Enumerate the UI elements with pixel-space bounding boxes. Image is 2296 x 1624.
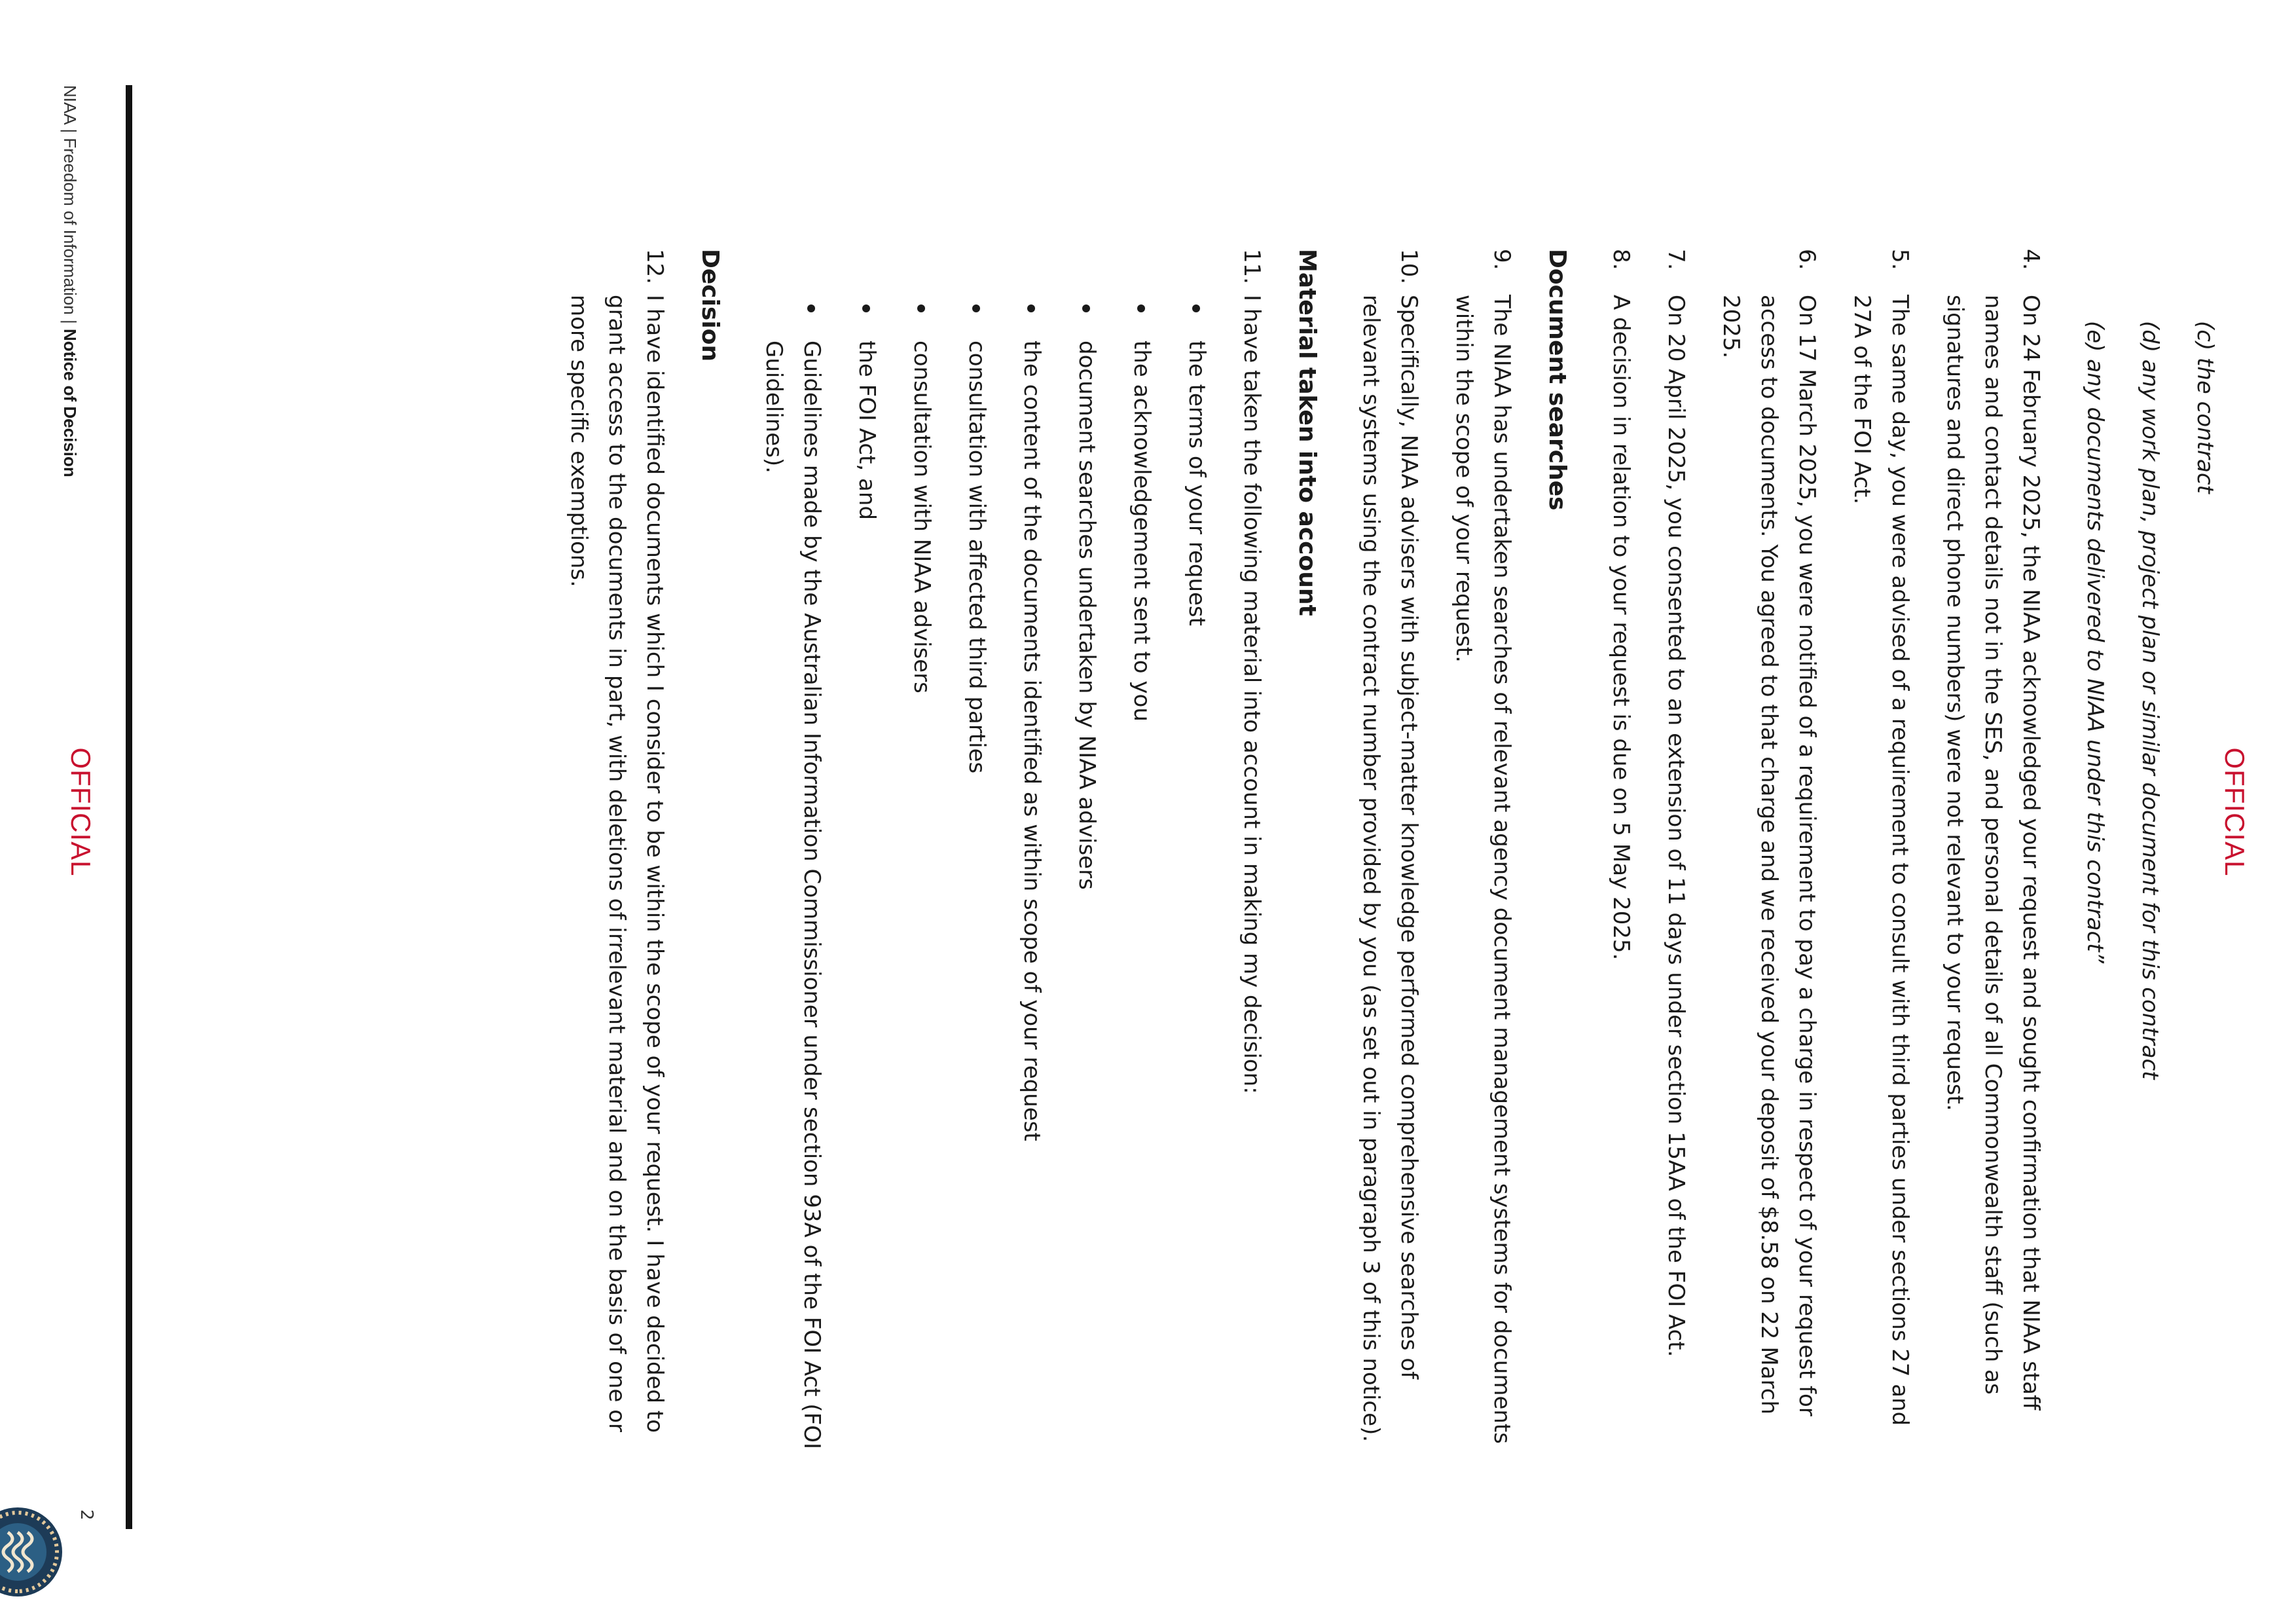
- paragraph-text: On 24 February 2025, the NIAA acknowledged your request and sought confirmation that NIAA staff names and contact details not in the SES, and personal details of all Commonwealth staff (such as signatures and direct phone numbers) were not relevant to your request.: [1942, 295, 2044, 1411]
- bullet-item: [848, 249, 886, 1460]
- bullet-item: [958, 249, 996, 1460]
- footer-divider: [126, 85, 132, 1529]
- document-body: [560, 249, 2224, 1460]
- paragraph-6: [1712, 249, 1826, 1460]
- sub-item-d: (d) any work plan, project plan or similar document for this contract: [2137, 321, 2163, 1080]
- paragraph-number: 6.: [1794, 249, 1820, 270]
- footer-doc-type: Notice of Decision: [60, 328, 80, 477]
- bullet-text: the acknowledgement sent to you: [1129, 341, 1155, 722]
- paragraph-text: I have taken the following material into account in making my decision:: [1239, 295, 1265, 1094]
- paragraph-10: [1352, 249, 1428, 1460]
- page-number: 2: [77, 1509, 96, 1521]
- footer-separator: |: [60, 319, 80, 324]
- paragraph-number: 9.: [1489, 249, 1515, 270]
- bullet-dot-icon: [1137, 304, 1145, 312]
- paragraph-number: 8.: [1608, 249, 1634, 270]
- paragraph-number: 5.: [1887, 249, 1913, 270]
- bullet-item: [755, 249, 831, 1460]
- paragraph-text: A decision in relation to your request is due on 5 May 2025.: [1608, 295, 1634, 961]
- footer-agency: NIAA: [60, 85, 80, 124]
- bullet-text: Guidelines made by the Australian Information Commissioner under section 93A of the FOI Act (FOI Guidelines).: [761, 341, 825, 1450]
- bullet-item: [1013, 249, 1051, 1460]
- aboriginal-art-seal-icon: [0, 1506, 64, 1598]
- paragraph-5: [1843, 249, 1919, 1460]
- sub-item-e: (e) any documents delivered to NIAA under this contract”: [2082, 321, 2108, 964]
- bullet-dot-icon: [1027, 304, 1035, 312]
- paragraph-text: The same day, you were advised of a requirement to consult with third parties under sections 27 and 27A of the FOI Act.: [1849, 295, 1913, 1426]
- bullet-text: consultation with affected third parties: [964, 341, 990, 774]
- paragraph-11: [1233, 249, 1271, 1460]
- paragraph-number: 10.: [1396, 249, 1422, 285]
- paragraph-text: Specifically, NIAA advisers with subject-matter knowledge performed comprehensive searches of relevant systems using the contract number provided by you (as set out in paragraph 3 of this notice).: [1358, 295, 1422, 1443]
- sub-item-c: (c) the contract: [2192, 321, 2218, 494]
- paragraph-12: [560, 249, 674, 1460]
- bullet-item: [1123, 249, 1161, 1460]
- paragraph-7: [1657, 249, 1695, 1460]
- bullet-dot-icon: [1192, 304, 1200, 312]
- paragraph-text: On 20 April 2025, you consented to an extension of 11 days under section 15AA of the FOI Act.: [1663, 295, 1689, 1357]
- heading-document-searches: Document searches: [1544, 249, 1571, 511]
- footer-section: Freedom of Information: [60, 138, 80, 315]
- paragraph-number: 12.: [642, 249, 668, 285]
- paragraph-text: On 17 March 2025, you were notified of a requirement to pay a charge in respect of your request for access to documents. You agreed to that charge and we received your deposit of $8.58 on 22 March 2025.: [1718, 295, 1820, 1416]
- bullet-text: consultation with NIAA advisers: [909, 341, 935, 693]
- footer-separator: |: [60, 128, 80, 134]
- paragraph-number: 7.: [1663, 249, 1689, 270]
- bullet-text: the terms of your request: [1184, 341, 1210, 626]
- paragraph-number: 4.: [2018, 249, 2044, 270]
- paragraph-9: [1445, 249, 1521, 1460]
- bullet-dot-icon: [917, 304, 925, 312]
- bullet-dot-icon: [972, 304, 980, 312]
- bullet-item: [1178, 249, 1216, 1460]
- bullet-text: the FOI Act, and: [854, 341, 880, 521]
- bullet-dot-icon: [862, 304, 870, 312]
- bullet-item: [903, 249, 941, 1460]
- paragraph-text: The NIAA has undertaken searches of relevant agency document management systems for documents within the scope of your request.: [1451, 295, 1515, 1444]
- classification-header: OFFICIAL: [2219, 747, 2250, 877]
- paragraph-4: [1936, 249, 2050, 1460]
- bullet-dot-icon: [1082, 304, 1090, 312]
- bullet-dot-icon: [807, 304, 815, 312]
- bullet-text: the content of the documents identified as within scope of your request: [1019, 341, 1045, 1141]
- paragraph-8: [1602, 249, 1640, 1460]
- bullet-item: [1068, 249, 1106, 1460]
- bullet-text: document searches undertaken by NIAA advisers: [1074, 341, 1100, 890]
- heading-decision: Decision: [697, 249, 723, 362]
- classification-footer: OFFICIAL: [65, 747, 96, 877]
- paragraph-text: I have identified documents which I consider to be within the scope of your request. I have decided to grant access to the documents in part, with deletions of irrelevant material and on the basis of one or more specific exemptions.: [566, 295, 668, 1433]
- heading-material-taken-into-account: Material taken into account: [1294, 249, 1321, 616]
- paragraph-number: 11.: [1239, 249, 1265, 285]
